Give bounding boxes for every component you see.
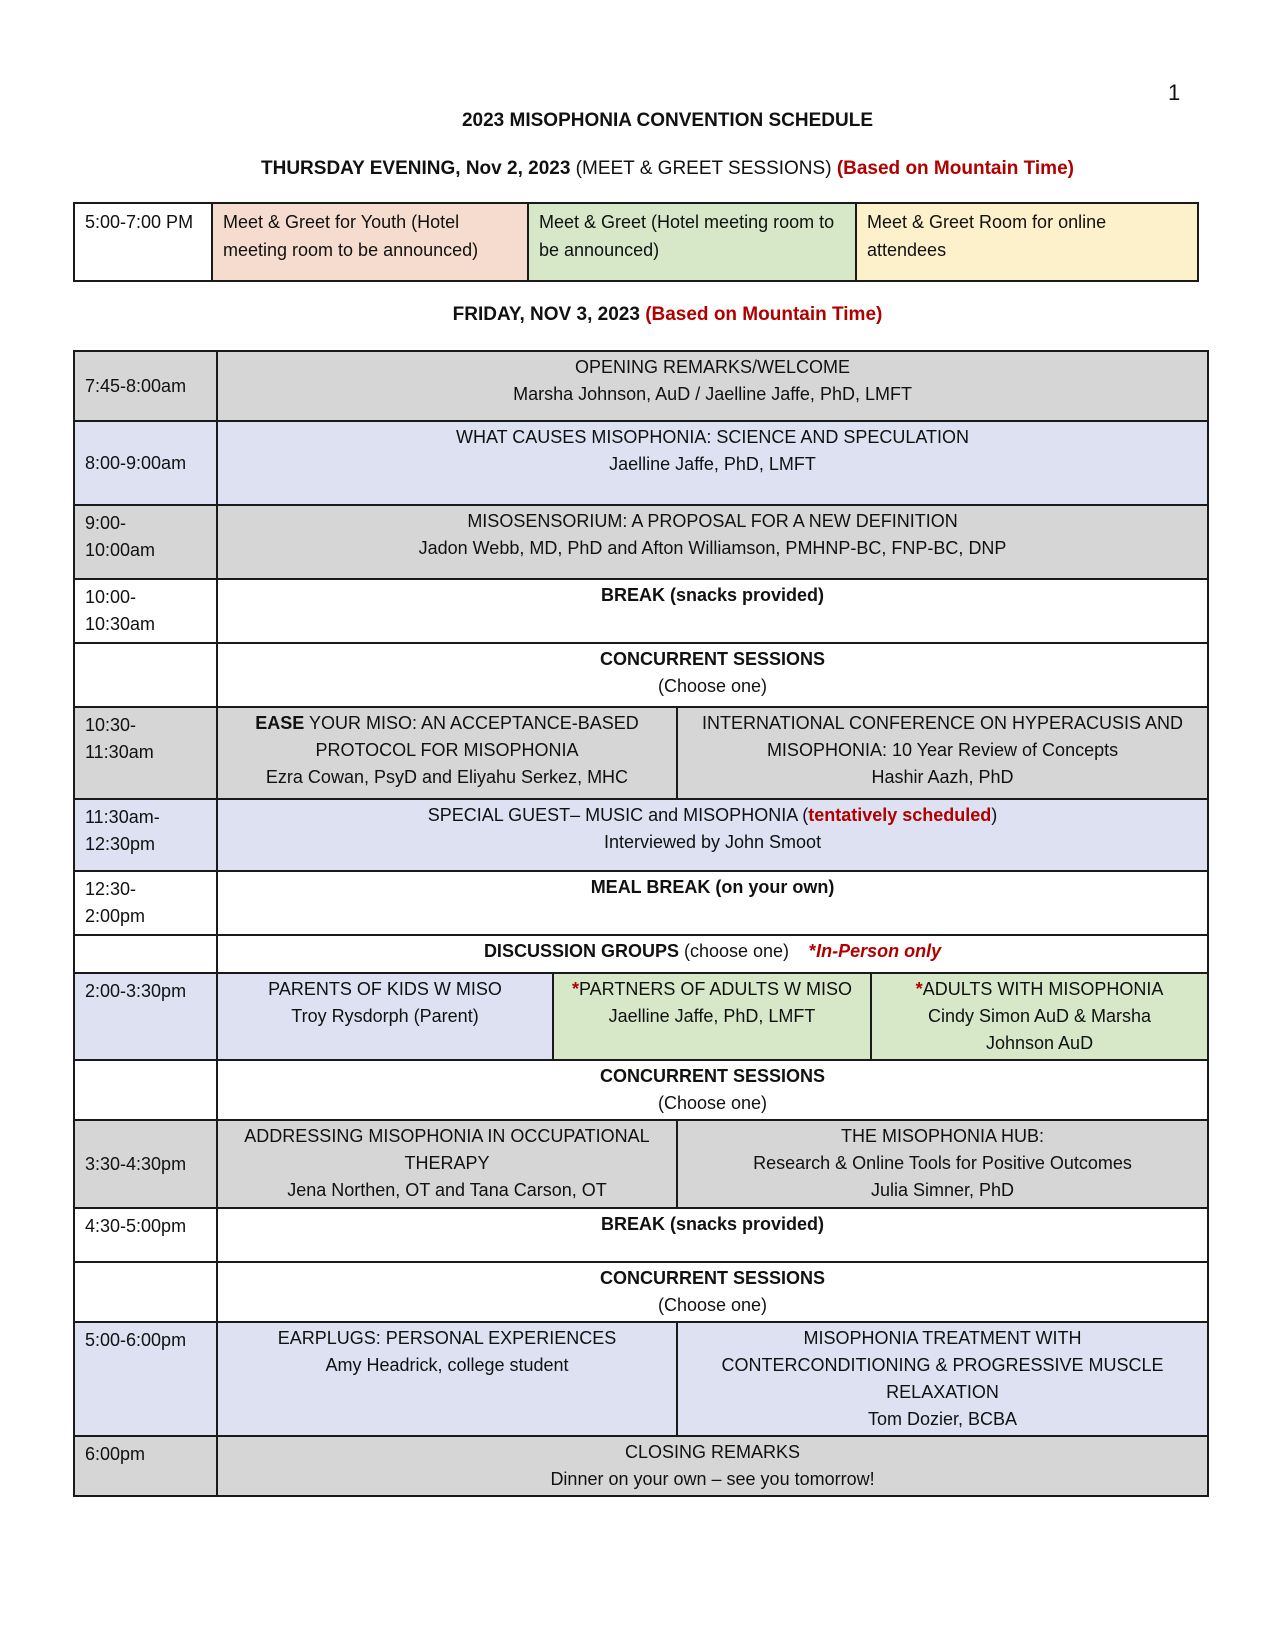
session-title-2: Research & Online Tools for Positive Outcomes: [753, 1153, 1132, 1173]
time-start: 9:00-: [85, 513, 127, 533]
group-speaker-1: Cindy Simon AuD & Marsha: [927, 1006, 1152, 1026]
earplugs-session: [217, 1322, 677, 1436]
time-cell: [74, 707, 217, 799]
concurrent-sub: (Choose one): [657, 1093, 768, 1113]
concurrent-header: [217, 643, 1208, 707]
session-title-1: THE MISOPHONIA HUB:: [841, 1126, 1045, 1146]
group-speaker: Jaelline Jaffe, PhD, LMFT: [608, 1006, 816, 1026]
session-title-2: PROTOCOL FOR MISOPHONIA: [315, 740, 579, 760]
time-end: 2:00pm: [85, 906, 146, 926]
row-meal-break: [74, 871, 1208, 935]
time-cell: 5:00-6:00pm: [74, 1322, 217, 1436]
session-speaker: Tom Dozier, BCBA: [868, 1409, 1018, 1429]
session-speaker: Ezra Cowan, PsyD and Eliyahu Serkez, MHC: [265, 767, 629, 787]
friday-heading-date: FRIDAY, NOV 3, 2023: [452, 304, 646, 325]
row-break-1: [74, 579, 1208, 643]
discussion-choose: (choose one): [678, 941, 790, 961]
time-cell: 3:30-4:30pm: [74, 1120, 217, 1208]
session-title-rest: YOUR MISO: AN ACCEPTANCE-BASED: [304, 713, 639, 733]
time-cell: 2:00-3:30pm: [74, 973, 217, 1060]
row-misosensorium: [74, 505, 1208, 579]
concurrent-title: CONCURRENT SESSIONS: [600, 1268, 826, 1288]
time-cell-empty: [74, 1060, 217, 1120]
thursday-heading: [0, 158, 1275, 180]
row-session-500: [74, 1322, 1208, 1436]
row-special-guest: [74, 799, 1208, 871]
session-title-2: MISOPHONIA: 10 Year Review of Concepts: [766, 740, 1119, 760]
group-parents: [217, 973, 553, 1060]
closing-session: [217, 1436, 1208, 1496]
thursday-time: 5:00-7:00 PM: [74, 203, 212, 281]
row-concurrent-1: [74, 643, 1208, 707]
time-start: 12:30-: [85, 879, 137, 899]
session-title-1: ADDRESSING MISOPHONIA IN OCCUPATIONAL: [244, 1126, 650, 1146]
time-cell: [74, 799, 217, 871]
group-speaker: Troy Rysdorph (Parent): [291, 1006, 479, 1026]
hyperacusis-session: [677, 707, 1208, 799]
concurrent-title: CONCURRENT SESSIONS: [600, 1066, 826, 1086]
concurrent-title: CONCURRENT SESSIONS: [600, 649, 826, 669]
page-title: 2023 MISOPHONIA CONVENTION SCHEDULE: [461, 110, 874, 131]
group-title-text: PARTNERS OF ADULTS W MISO: [578, 979, 853, 999]
tentative-note: tentatively scheduled: [808, 805, 992, 825]
time-cell: 6:00pm: [74, 1436, 217, 1496]
break-label: BREAK (snacks provided): [217, 1208, 1208, 1262]
session-title: [224, 710, 670, 737]
session-sub: Dinner on your own – see you tomorrow!: [550, 1469, 875, 1489]
time-end: 11:30am: [85, 742, 154, 762]
group-partners: [553, 973, 871, 1060]
time-cell-empty: [74, 935, 217, 973]
session-title: CLOSING REMARKS: [625, 1442, 801, 1462]
row-session-330: [74, 1120, 1208, 1208]
meet-greet-hotel: Meet & Greet (Hotel meeting room to be announced): [528, 203, 856, 281]
session-title: WHAT CAUSES MISOPHONIA: SCIENCE AND SPECULATION: [455, 427, 970, 447]
friday-heading-timezone: (Based on Mountain Time): [645, 304, 883, 325]
session-speaker: Jadon Webb, MD, PhD and Afton Williamson, PMHNP-BC, FNP-BC, DNP: [418, 538, 1007, 558]
time-cell: [74, 579, 217, 643]
session-title-bold: EASE: [255, 713, 305, 733]
session-speaker: Julia Simner, PhD: [870, 1180, 1015, 1200]
time-end: 12:30pm: [85, 834, 156, 854]
session-title-a: SPECIAL GUEST– MUSIC and MISOPHONIA (: [427, 805, 809, 825]
meet-greet-online: Meet & Greet Room for online attendees: [856, 203, 1198, 281]
in-person-note: In-Person only: [816, 941, 942, 961]
session-speaker: Interviewed by John Smoot: [603, 832, 822, 852]
concurrent-sub: (Choose one): [657, 1295, 768, 1315]
thursday-table: [73, 202, 1199, 282]
row-discussion-header: [74, 935, 1208, 973]
time-cell: [74, 505, 217, 579]
session-title-1: MISOPHONIA TREATMENT WITH: [803, 1328, 1082, 1348]
discussion-header: [217, 935, 1208, 973]
row-discussion-groups: [74, 973, 1208, 1060]
thursday-heading-timezone: (Based on Mountain Time): [836, 158, 1074, 179]
group-title: [878, 976, 1201, 1003]
time-cell: 8:00-9:00am: [74, 421, 217, 505]
session-speaker: Hashir Aazh, PhD: [871, 767, 1014, 787]
asterisk-icon: *: [571, 979, 579, 999]
ease-your-miso-session: [217, 707, 677, 799]
opening-session: [217, 351, 1208, 421]
meet-greet-youth: Meet & Greet for Youth (Hotel meeting room to be announced): [212, 203, 528, 281]
page-number: 1: [1168, 80, 1181, 105]
row-concurrent-3: [74, 1262, 1208, 1322]
time-end: 10:30am: [85, 614, 156, 634]
concurrent-sub: (Choose one): [657, 676, 768, 696]
friday-heading: [0, 304, 1275, 326]
session-title-b: ): [991, 805, 998, 825]
group-title-text: ADULTS WITH MISOPHONIA: [922, 979, 1164, 999]
time-cell: [74, 871, 217, 935]
session-speaker: Jena Northen, OT and Tana Carson, OT: [287, 1180, 607, 1200]
asterisk-icon: *: [915, 979, 923, 999]
session-title: MISOSENSORIUM: A PROPOSAL FOR A NEW DEFINITION: [467, 511, 958, 531]
group-title: PARENTS OF KIDS W MISO: [268, 979, 502, 999]
occupational-therapy-session: [217, 1120, 677, 1208]
row-break-2: [74, 1208, 1208, 1262]
session-title-2: THERAPY: [404, 1153, 490, 1173]
time-start: 10:30-: [85, 715, 137, 735]
session-title: EARPLUGS: PERSONAL EXPERIENCES: [277, 1328, 617, 1348]
time-start: 11:30am-: [85, 807, 160, 827]
asterisk-icon: *: [809, 941, 817, 961]
group-speaker-2: Johnson AuD: [985, 1033, 1094, 1053]
thursday-heading-sessions: (MEET & GREET SESSIONS): [570, 158, 837, 179]
discussion-title: DISCUSSION GROUPS: [483, 941, 679, 961]
time-end: 10:00am: [85, 540, 156, 560]
session-title: [224, 802, 1201, 829]
time-start: 10:00-: [85, 587, 137, 607]
thursday-heading-date: THURSDAY EVENING, Nov 2, 2023: [261, 158, 571, 179]
misophonia-hub-session: [677, 1120, 1208, 1208]
counterconditioning-session: [677, 1322, 1208, 1436]
session-title-1: INTERNATIONAL CONFERENCE ON HYPERACUSIS AND: [701, 713, 1184, 733]
row-causes: [74, 421, 1208, 505]
session-title-2: CONTERCONDITIONING & PROGRESSIVE MUSCLE: [721, 1355, 1164, 1375]
row-closing: [74, 1436, 1208, 1496]
time-cell: 4:30-5:00pm: [74, 1208, 217, 1262]
causes-session: [217, 421, 1208, 505]
meal-break-label: MEAL BREAK (on your own): [217, 871, 1208, 935]
concurrent-header: [217, 1060, 1208, 1120]
session-speaker: Jaelline Jaffe, PhD, LMFT: [609, 454, 816, 474]
break-label: BREAK (snacks provided): [217, 579, 1208, 643]
time-cell-empty: [74, 643, 217, 707]
session-speaker: Amy Headrick, college student: [325, 1355, 569, 1375]
misosensorium-session: [217, 505, 1208, 579]
concurrent-header: [217, 1262, 1208, 1322]
row-concurrent-2: [74, 1060, 1208, 1120]
time-cell: 7:45-8:00am: [74, 351, 217, 421]
friday-schedule-table: [73, 350, 1209, 1497]
special-guest-session: [217, 799, 1208, 871]
session-title: OPENING REMARKS/WELCOME: [575, 357, 851, 377]
group-title: [560, 976, 864, 1003]
row-session-1030: [74, 707, 1208, 799]
session-speaker: Marsha Johnson, AuD / Jaelline Jaffe, PhD, LMFT: [513, 384, 912, 404]
session-title-3: RELAXATION: [886, 1382, 999, 1402]
group-adults: [871, 973, 1208, 1060]
time-cell-empty: [74, 1262, 217, 1322]
row-opening: [74, 351, 1208, 421]
